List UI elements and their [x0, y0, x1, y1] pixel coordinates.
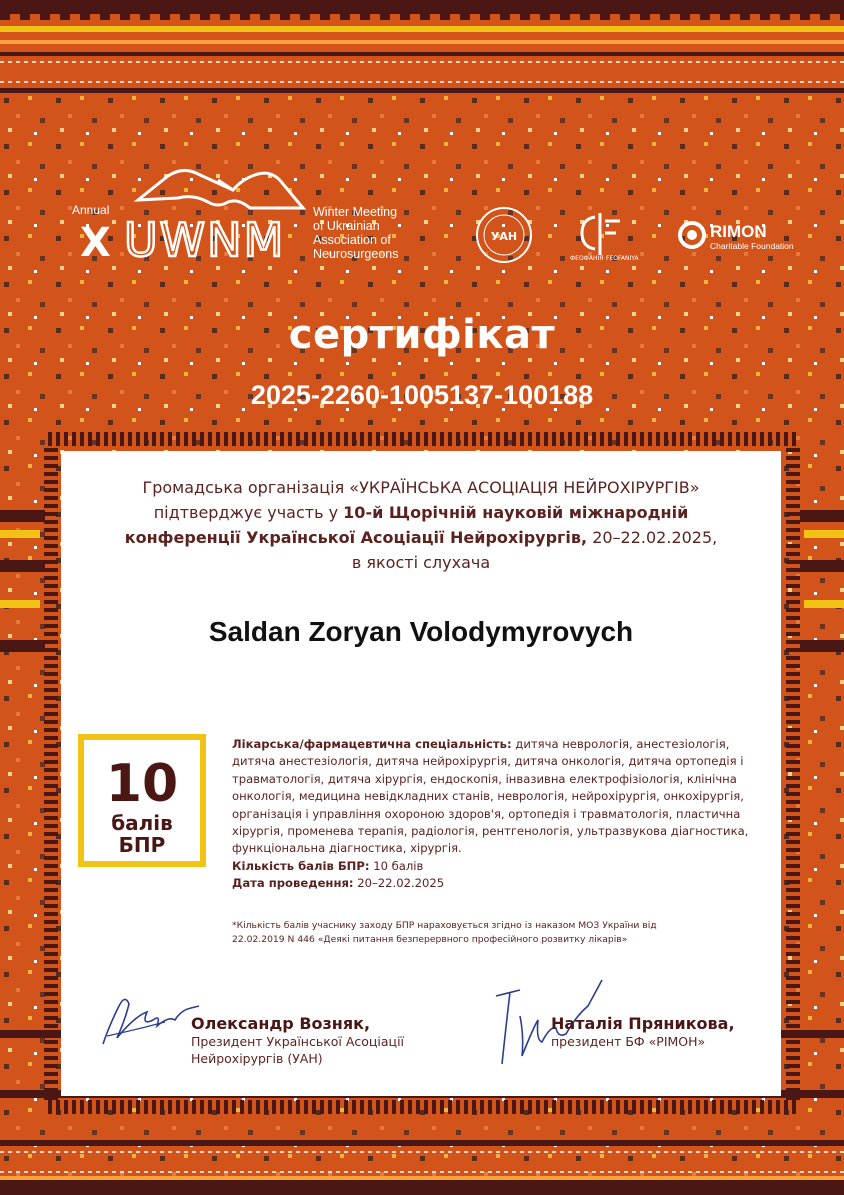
intro-line-2 — [61, 500, 781, 525]
signatory-1-name: Олександр Возняк, — [191, 1014, 371, 1033]
points-line — [232, 858, 752, 875]
signature-block-1 — [191, 1014, 451, 1067]
certificate-card — [61, 451, 781, 1096]
feofania-label-ua: ФЕОФАНІЯ — [570, 255, 604, 262]
feofania-label-en: FEOFANIYA — [606, 255, 639, 262]
specialty-paragraph — [232, 736, 752, 858]
specialty-text: дитяча неврологія, анестезіологія, дитяча анестезіологія, дитяча нейрохірургія, дитяча онкологія, дитяча ортопедія і травматологія, дитяча хірургія, ендоскопія, інвазивна електрофізіологія, клінічна онкологія, медицина невідкладних станів, неврологія, нейрохірургія, онкохірургія, організація і управління охороною здоров'я, ортопедія і травматологія, пластична хірургія, променева терапія, радіологія, рентгенологія, ультразвукова діагностика, функціональна діагностика, хірургія. — [232, 737, 749, 856]
signatory-1-role-2: Нейрохірургів (УАН) — [191, 1051, 323, 1066]
signatory-2-role-1: президент БФ «РІМОН» — [551, 1034, 706, 1049]
intro-line-2-plain: підтверджує участь у — [153, 503, 344, 522]
points-unit-2: БПР — [118, 833, 166, 857]
points-value: 10 — [105, 754, 179, 814]
partner-logos — [470, 205, 800, 265]
uan-seal-icon — [477, 208, 531, 262]
details-block — [232, 736, 752, 893]
uan-seal-label: УАН — [490, 230, 518, 243]
footnote-line-2: 22.02.2019 N 446 «Деякі питання безперервного професійного розвитку лікарів» — [232, 933, 628, 945]
rimon-subtitle: Charitable Foundation — [710, 241, 794, 251]
intro-line-3-bold: конференції Української Асоціації Нейрохірургів, — [124, 528, 588, 547]
points-badge — [78, 734, 206, 867]
points-label: Кількість балів БПР: — [232, 858, 370, 873]
rimon-icon — [680, 222, 794, 251]
logo-subtitle-4: Neurosurgeons — [313, 247, 399, 261]
points-text: 10 балів — [369, 858, 424, 873]
rimon-title: RIMON — [710, 222, 767, 241]
participant-name: Saldan Zoryan Volodymyrovych — [208, 616, 634, 647]
intro-text — [61, 475, 781, 575]
logo-subtitle-2: of Ukrainian — [313, 219, 380, 233]
intro-line-3 — [61, 525, 781, 550]
footnote — [232, 919, 752, 946]
certificate-number: 2025-2260-1005137-100188 — [250, 380, 594, 410]
uwnm-logo — [68, 158, 428, 268]
intro-line-2-bold: 10-й Щорічній науковій міжнародній — [343, 503, 689, 522]
feofania-icon — [570, 213, 639, 262]
signature-scribble-1 — [95, 986, 205, 1056]
date-label: Дата проведення: — [232, 876, 354, 891]
specialty-label: Лікарська/фармацевтична спеціальність: — [232, 737, 512, 751]
intro-line-3-plain: 20–22.02.2025, — [587, 528, 718, 547]
logo-annual: Annual — [72, 203, 110, 217]
signature-block-2 — [551, 1014, 771, 1050]
signatory-2-name: Наталія Пряникова, — [551, 1014, 735, 1033]
logo-subtitle-3: Association of — [313, 233, 391, 247]
date-line — [232, 875, 752, 892]
footnote-line-1: *Кількість балів учаснику заходу БПР нараховується згідно із наказом МОЗ України від — [232, 920, 657, 931]
date-text: 20–22.02.2025 — [353, 876, 445, 891]
signatory-1-role-1: Президент Української Асоціації — [191, 1034, 405, 1049]
intro-line-4: в якості слухача — [351, 553, 491, 572]
logo-acronym: UWNM — [124, 213, 286, 267]
points-unit-1: балів — [111, 811, 173, 835]
intro-line-1: Громадська організація «УКРАЇНСЬКА АСОЦІАЦІЯ НЕЙРОХІРУРГІВ» — [142, 478, 700, 497]
mountain-logo-icon — [68, 158, 428, 268]
certificate-title: сертифікат — [288, 312, 556, 358]
logo-subtitle-1: Winter Meeting — [313, 205, 398, 219]
logo-numeral: X — [80, 220, 111, 266]
